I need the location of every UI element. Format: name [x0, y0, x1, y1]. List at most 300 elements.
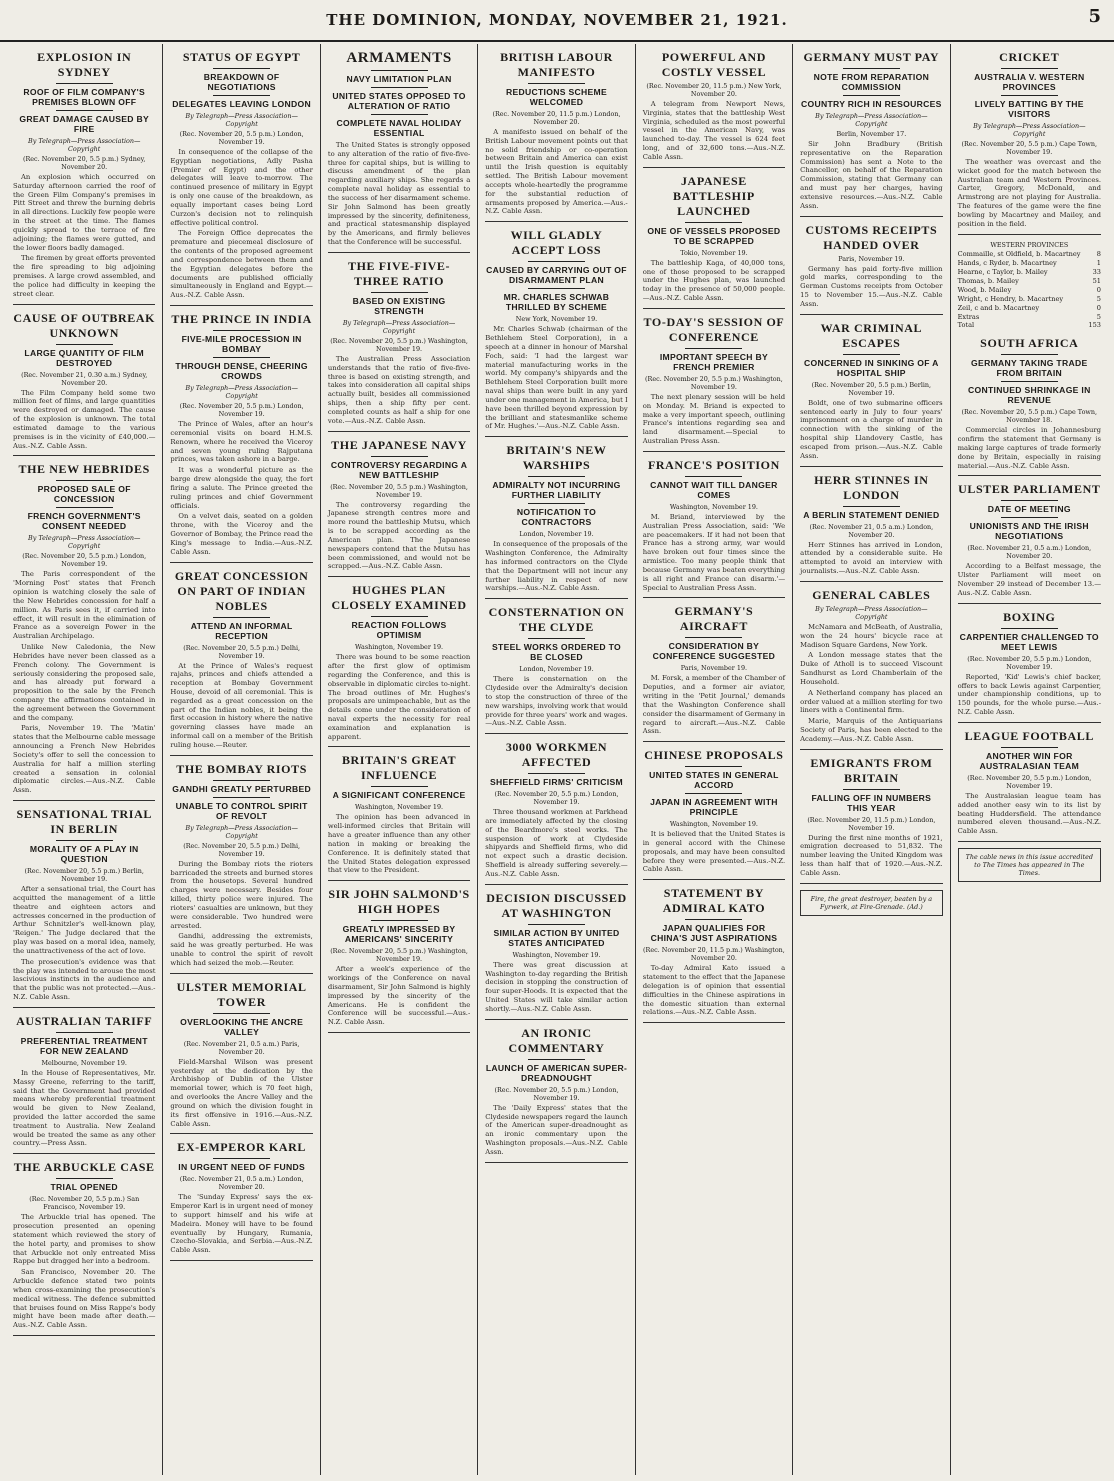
article-divider: [328, 1032, 470, 1033]
article: [800, 756, 942, 884]
headline-rule: [843, 354, 900, 355]
article-paragraph: The next plenary session will be held on Monday. M. Briand is expected to make a very important speech, outlining France's intentions regarding sea and land disarmament.—Special to Australian Press Assn.: [642, 392, 786, 446]
article-divider: [13, 304, 155, 305]
article-divider: [800, 581, 942, 582]
article-headline: THE PRINCE IN INDIA: [171, 312, 312, 327]
headline-rule: [685, 348, 742, 349]
headline-rule: [56, 840, 113, 841]
headline-rule: [1001, 68, 1058, 69]
article-paragraph: Boldt, one of two submarine officers sentenced early in July to four years' imprisonment on a charge of murder in connection with the sinking of the hospital ship Llandovery Castle, has escaped from prison.—Aus.-N.Z. Cable Assn.: [800, 398, 943, 460]
article-dateline: Washington, November 19.: [669, 502, 758, 511]
scorecard-row: [958, 259, 1101, 268]
article-headline: GERMANY'S AIRCRAFT: [674, 604, 754, 634]
article-divider: [328, 576, 470, 577]
article-divider: [328, 431, 470, 432]
article-subhead: PREFERENTIAL TREATMENT FOR NEW ZEALAND: [20, 1035, 148, 1056]
article-subhead: LARGE QUANTITY OF FILM DESTROYED: [24, 347, 144, 368]
advertisement: Fire, the great destroyer, beaten by a Fyrwerk, at Fire-Grenade. (Ad.): [800, 890, 942, 916]
article-paragraph: There was great discussion at Washington to-day regarding the British decision in stopping the construction of four super-Hoods. It is expected that the United States will take similar action shortly.—Aus.-N.Z. Cable Assn.: [485, 960, 628, 1013]
article: [485, 228, 627, 437]
batsman-name: Wright, c Hendry, b. Macartney: [957, 294, 1064, 303]
article-subhead: A BERLIN STATEMENT DENIED: [803, 509, 940, 520]
batsman-runs: 51: [1092, 276, 1101, 285]
headline-rule: [56, 480, 113, 481]
article-paragraph: Herr Stinnes has arrived in London, attended by a considerable suite. He attempted to avoid an interview with journalists.—Aus.-N.Z. Cable Assn.: [800, 540, 943, 576]
article-dateline: New York, November 19.: [515, 315, 598, 324]
article-subhead: SIMILAR ACTION BY UNITED STATES ANTICIPATED: [493, 927, 620, 948]
article-headline: THE NEW HEBRIDES: [18, 462, 150, 477]
article-divider: [485, 221, 627, 222]
scorecard-row: [958, 268, 1101, 277]
article-headline: POWERFUL AND COSTLY VESSEL: [661, 50, 767, 79]
article-dateline: (Rec. November 21, 0.5 a.m.) London, November 20.: [179, 1175, 304, 1192]
article-divider: [800, 314, 942, 315]
article: [13, 50, 155, 305]
article-subhead: BASED ON EXISTING STRENGTH: [352, 295, 446, 316]
article-deck: GREAT DAMAGE CAUSED BY FIRE: [19, 114, 150, 134]
batsman-runs: 0: [1096, 303, 1101, 312]
article: [328, 438, 470, 578]
batsman-runs: 0: [1096, 285, 1101, 294]
headline-rule: [528, 83, 585, 84]
article: [800, 473, 942, 582]
article: [958, 729, 1101, 842]
article-paragraph: It is believed that the United States is in general accord with the Chinese proposals, and may have been consulted before they were presented.—Aus.-N.Z. Cable Assn.: [642, 830, 786, 874]
article-dateline: (Rec. November 20, 5.5 p.m.) San Francisco, November 19.: [29, 1195, 140, 1212]
article-subhead: ANOTHER WIN FOR AUSTRALASIAN TEAM: [979, 750, 1080, 771]
article-deck: MR. CHARLES SCHWAB THRILLED BY SCHEME: [503, 292, 610, 313]
article-paragraph: Mr. Charles Schwab (chairman of the Bethlehem Steel Corporation), in a speech at a dinner in honour of Marshal Foch, said: 'I had the largest war material manufacturing works in the world. My company's shipyards and the Bethlehem Steel Corporation built more naval ships than were built in any yard under one management in America, but I have been thrilled beyond expression by the brilliant and statesmanlike scheme of Mr. Hughes.'—Aus.-N.Z. Cable Assn.: [485, 325, 628, 431]
article-headline: JAPANESE BATTLESHIP LAUNCHED: [673, 173, 755, 218]
column-7: [951, 44, 1108, 1475]
article-headline: AN IRONIC COMMENTARY: [508, 1025, 605, 1055]
article-dateline: (Rec. November 20, 5.5 p.m.) Cape Town, November 19.: [961, 140, 1098, 156]
article-divider: [170, 1133, 312, 1134]
article-divider: [800, 466, 942, 467]
article-paragraph: The weather was overcast and the wicket good for the match between the Australian team and Western Provinces. Carter, Gregory, McDonald, and Armstrong are not playing for Australia. The features of the game were the fine bowling by Macartney and Mailey, and position in the field.: [957, 158, 1101, 228]
article-headline: TO-DAY'S SESSION OF CONFERENCE: [643, 314, 785, 344]
article-dateline: Washington, November 19.: [512, 950, 601, 959]
article-headline: FRANCE'S POSITION: [647, 457, 780, 472]
article: [328, 753, 470, 881]
headline-rule: [528, 924, 585, 925]
article-divider: [485, 1019, 627, 1020]
article-divider: [643, 741, 785, 742]
article: [170, 569, 312, 756]
article-paragraph: The Foreign Office deprecates the premature and piecemeal disclosure of the contents of the proposed agreement and correspondence between them and the Egyptian delegates before the documents are published officially simultaneously in England and Egypt.—Aus.-N.Z. Cable Assn.: [170, 229, 313, 300]
article-headline: HUGHES PLAN CLOSELY EXAMINED: [331, 583, 467, 613]
article-headline: THE JAPANESE NAVY: [331, 437, 467, 452]
article-paragraph: The battleship Kaga, of 40,000 tons, one of those proposed to be scrapped under the Hughes plan, was launched today in the presence of 50,000 people.—Aus.-N.Z. Cable Assn.: [642, 258, 786, 303]
headline-rule: [371, 786, 428, 787]
batsman-name: Wood, b. Mailey: [957, 285, 1012, 294]
article-paragraph: Gandhi, addressing the extremists, said he was greatly perturbed. He was unable to control the spirit of revolt which had seized the mob.—Reuter.: [170, 932, 313, 967]
article-divider: [485, 733, 627, 734]
article: [958, 336, 1101, 476]
article-dateline: (Rec. November 20, 11.5 p.m.) London, November 20.: [492, 110, 621, 126]
article-divider: [643, 597, 785, 598]
article-paragraph: The Arbuckle trial has opened. The prosecution presented an opening statement which reviewed the story of the hotel party, and promises to show that Arbuckle not only entreated Miss Rappe but dragged her into a bedroom.: [13, 1213, 156, 1266]
article-dateline: (Rec. November 20, 11.5 p.m.) Washington, November 20.: [643, 946, 785, 963]
headline-rule: [528, 773, 585, 774]
article-headline: EMIGRANTS FROM BRITAIN: [810, 755, 933, 785]
article-paragraph: Reported, 'Kid' Lewis's chief backer, offers to back Lewis against Carpentier, under championship conditions, up to 150 pounds, for the whole purse.—Aus.-N.Z. Cable Assn.: [957, 672, 1101, 717]
article: [13, 807, 155, 1008]
article-divider: [170, 305, 312, 306]
article-paragraph: Marie, Marquis of the Antiquarians Society of Paris, has been elected to the Academy.—Aus.-N.Z. Cable Assn.: [800, 717, 943, 743]
article-paragraph: Field-Marshal Wilson was present yesterday at the dedication by the Archbishop of Dublin of the Ulster memorial tower, which is 70 feet high, and overlooks the Ancre Valley and the ground on which the division fought in its first offensive in 1916.—Aus.-N.Z. Cable Assn.: [170, 1057, 313, 1128]
article: [170, 1140, 312, 1261]
headline-rule: [528, 1059, 585, 1060]
article: [170, 762, 312, 974]
article-deck: COUNTRY RICH IN RESOURCES: [800, 99, 942, 109]
article-dateline: (Rec. November 20, 5.5 p.m.) Delhi, November 19.: [183, 643, 301, 660]
advertisement: The cable news in this issue accredited to The Times has appeared in The Times.: [958, 848, 1101, 882]
article: [485, 740, 627, 885]
article-subhead: UNITED STATES IN GENERAL ACCORD: [649, 770, 779, 791]
batsman-name: Total: [957, 321, 975, 330]
article-subhead: CONTROVERSY REGARDING A NEW BATTLESHIP: [330, 459, 468, 480]
batsman-name: Zeil, c and b. Macartney: [957, 303, 1040, 312]
article-dateline: (Rec. November 20, 5.5 p.m.) London, November 19.: [179, 402, 304, 419]
article-paragraph: Germany has paid forty-five million gold marks, corresponding to the German Customs receipts from October 15 to November 15.—Aus.-N.Z. Cable Assn.: [800, 264, 943, 308]
article-headline: SIR JOHN SALMOND'S HIGH HOPES: [328, 887, 470, 917]
article-divider: [13, 1007, 155, 1008]
article-subhead: CONCERNED IN SINKING OF A HOSPITAL SHIP: [804, 357, 939, 378]
article-byline: By Telegraph—Press Association—Copyright: [28, 534, 141, 551]
article-paragraph: Commercial circles in Johannesburg confirm the statement that Germany is making large captures of trade formerly done by Britain, especially in raising material.—Aus.-N.Z. Cable Assn.: [957, 426, 1101, 470]
article-deck: UNITED STATES OPPOSED TO ALTERATION OF RATIO: [332, 91, 466, 111]
article-headline: HERR STINNES IN LONDON: [814, 472, 929, 502]
article-subhead: ATTEND AN INFORMAL RECEPTION: [190, 620, 293, 641]
article-byline: By Telegraph—Press Association—Copyright: [185, 823, 298, 840]
article-subhead: CANNOT WAIT TILL DANGER COMES: [650, 479, 778, 500]
article: [328, 259, 470, 432]
article-divider: [958, 722, 1101, 723]
article-subhead: REDUCTIONS SCHEME WELCOMED: [505, 87, 608, 107]
headline-rule: [56, 344, 113, 345]
headline-rule: [685, 919, 742, 920]
article-headline: BRITISH LABOUR MANIFESTO: [500, 50, 613, 79]
article-headline: BOXING: [1003, 609, 1056, 624]
headline-rule: [1001, 381, 1058, 382]
article-subhead: CONSIDERATION BY CONFERENCE SUGGESTED: [652, 641, 776, 662]
article-dateline: (Rec. November 21, 0.5 a.m.) London, November 20.: [967, 544, 1092, 561]
column-6: [793, 44, 950, 1475]
article: [170, 312, 312, 562]
article-headline: DECISION DISCUSSED AT WASHINGTON: [486, 890, 627, 920]
article-headline: GREAT CONCESSION ON PART OF INDIAN NOBLES: [174, 568, 309, 613]
article-divider: [170, 755, 312, 756]
article-paragraph: The Film Company held some two million feet of films, and large quantities were destroyed or damaged. The cause of the explosion is unknown. The total estimated damage to the various premises is in the vicinity of £40,000.—Aus.-N.Z. Cable Assn.: [13, 388, 156, 450]
article-paragraph: McNamara and McBeath, of Australia, won the 24 hours' bicycle race at Madison Square Gardens, New York.: [800, 622, 943, 649]
article-headline: EXPLOSION IN SYDNEY: [37, 50, 132, 79]
article: [485, 50, 627, 222]
article-headline: BRITAIN'S NEW WARSHIPS: [506, 443, 607, 473]
article-divider: [13, 800, 155, 801]
article: [800, 321, 942, 467]
page-number: 5: [1088, 6, 1102, 27]
article-paragraph: There is consternation on the Clydeside over the Admiralty's decision to stop the construction of three of the new warships, involving work that would provide for three years' work and wages.—Aus.-N.Z. Cable Assn.: [485, 675, 628, 728]
article-divider: [800, 749, 942, 750]
column-2: [163, 44, 320, 1475]
article-dateline: Tokio, November 19.: [680, 248, 748, 257]
article-headline: CONSTERNATION ON THE CLYDE: [488, 605, 625, 635]
article: [170, 980, 312, 1135]
article-subhead: IMPORTANT SPEECH BY FRENCH PREMIER: [659, 351, 769, 372]
article-paragraph: After a sensational trial, the Court has acquitted the management of a little theatre and eighteen actors and actresses concerned in the production of Arthur Schnitzler's well-known play, 'Reigen.' The Judge declared that the play was based on a moral idea, namely, the unattractiveness of the act of love.: [13, 885, 156, 955]
article-paragraph: After a week's experience of the workings of the Conference on naval disarmament, Sir John Salmond is highly impressed by the sincerity of the Americans. He is confident the Conference will be successful.—Aus.-N.Z. Cable Assn.: [327, 965, 471, 1027]
article-paragraph: M. Briand, interviewed by the Australian Press Association, said: 'We are peacemakers. If it had not been that France has a strong army, war would have broken out four times since the armistice. Too many people think that because Germany was beaten everything is all right and France can disarm.'—Special to Australian Press Assn.: [642, 512, 786, 592]
column-1: [6, 44, 163, 1475]
article-subhead: PROPOSED SALE OF CONCESSION: [37, 484, 131, 505]
article-dateline: Paris, November 19.: [838, 254, 905, 263]
article-subhead: GREATLY IMPRESSED BY AMERICANS' SINCERITY: [342, 924, 456, 945]
masthead-title: THE DOMINION, MONDAY, NOVEMBER 21, 1921.: [326, 11, 788, 29]
headline-rule: [213, 617, 270, 618]
article-paragraph: The 'Sunday Express' says the ex-Emperor Karl is in urgent need of money to support himself and his wife at Madeira. Money will have to be found eventually by Hungary, Rumania, Czecho-Slovakia, and Serbia.—Aus.-N.Z. Cable Assn.: [170, 1193, 313, 1255]
cricket-scorecard: [958, 241, 1101, 331]
headline-rule: [1001, 354, 1058, 355]
batsman-runs: 1: [1096, 259, 1101, 268]
headline-rule: [1001, 500, 1058, 501]
article: [485, 1026, 627, 1163]
article-divider: [800, 216, 942, 217]
article-divider: [13, 455, 155, 456]
article-paragraph: On a velvet dais, seated on a golden throne, with the Viceroy and the Governor of Bombay, the Prince read the King's message to India.—Aus.-N.Z. Cable Assn.: [170, 512, 313, 556]
article-paragraph: The Australian Press Association understands that the ratio of five-five-three is based on existing strength, and takes into consideration all capital ships actually built, besides all commissioned ships, then a ship fifty per cent. completed counts as half a ship for one vote.—Aus.-N.Z. Cable Assn.: [327, 354, 471, 425]
headline-rule: [685, 793, 742, 794]
article-dateline: (Rec. November 20, 11.5 p.m.) London, November 19.: [807, 815, 936, 832]
article-headline: CAUSE OF OUTBREAK UNKNOWN: [13, 310, 156, 340]
article-divider: [643, 451, 785, 452]
article: [13, 462, 155, 801]
article-headline: THE ARBUCKLE CASE: [13, 1160, 155, 1175]
headline-rule: [528, 288, 585, 289]
article-paragraph: A manifesto issued on behalf of the British Labour movement points out that no solid friendship or co-operation between Britain and America can exist until the Irish question is equitably settled. The British Labour movement accepts whole-heartedly the programme for the substantial reduction of armaments proposed by America.—Aus.-N.Z. Cable Assn.: [485, 128, 628, 216]
batsman-runs: 8: [1096, 250, 1101, 259]
headline-rule: [371, 70, 428, 71]
article-paragraph: According to a Belfast message, the Ulster Parliament will meet on November 29 instead of December 13.—Aus.-N.Z. Cable Assn.: [957, 562, 1101, 597]
article-divider: [958, 841, 1101, 842]
article-dateline: (Rec. November 20, 5.5 p.m.) London, November 19.: [494, 790, 619, 807]
article-subhead: NAVY LIMITATION PLAN: [346, 74, 452, 84]
article-paragraph: During the first nine months of 1921, emigration decreased to 51,832. The number leaving the United Kingdom was less than half that of 1920.—Aus.-N.Z. Cable Assn.: [800, 833, 943, 877]
article-dateline: (Rec. November 21, 0.30 a.m.) Sydney, November 20.: [21, 370, 148, 387]
article-headline: ARMAMENTS: [346, 50, 452, 66]
article-subhead: CARPENTIER CHALLENGED TO MEET LEWIS: [959, 631, 1099, 652]
article-divider: [643, 879, 785, 880]
headline-rule: [528, 476, 585, 477]
article-dateline: (Rec. November 20, 5.5 p.m.) Sydney, November 20.: [22, 155, 146, 171]
article-divider: [328, 252, 470, 253]
headline-rule: [371, 920, 428, 921]
masthead: [0, 0, 1114, 42]
article: [958, 50, 1101, 235]
article: [485, 891, 627, 1020]
article-paragraph: The opinion has been advanced in well-informed circles that Britain will have a greater influence than any other nation in making or breaking the Conference. It is definitely stated that the United States delegation expressed that view to the President.: [327, 813, 471, 875]
headline-rule: [685, 637, 742, 638]
article-dateline: Paris, November 19.: [680, 664, 748, 673]
article-deck: COMPLETE NAVAL HOLIDAY ESSENTIAL: [336, 118, 462, 138]
article-dateline: (Rec. November 20, 5.5 p.m.) London, November 19.: [967, 773, 1092, 790]
article-headline: ULSTER MEMORIAL TOWER: [176, 979, 307, 1009]
article-headline: CUSTOMS RECEIPTS HANDED OVER: [805, 222, 938, 252]
article-byline: By Telegraph—Press Association—Copyright: [28, 137, 141, 153]
headline-rule: [843, 68, 900, 69]
article-divider: [170, 1260, 312, 1261]
article-divider: [958, 603, 1101, 604]
article-dateline: (Rec. November 20, 5.5 p.m.) Washington, November 19.: [645, 374, 783, 391]
article-paragraph: During the Bombay riots the rioters barricaded the streets and burned stores from the housetops. Several hundred charges were necessary. Besides four killed, thirty police were injured. The rioters' casualties are unknown, but they were considerable. Two hundred were arrested.: [170, 859, 313, 930]
article-headline: GERMANY MUST PAY: [803, 50, 940, 64]
batsman-runs: 5: [1096, 294, 1101, 303]
article-byline: By Telegraph—Press Association—Copyright: [973, 122, 1086, 138]
headline-rule: [843, 95, 900, 96]
article-byline: By Telegraph—Press Association—Copyright: [342, 318, 456, 335]
article-headline: LEAGUE FOOTBALL: [964, 728, 1094, 743]
article: [643, 50, 785, 168]
article-dateline: (Rec. November 20, 5.5 p.m.) Cape Town, November 18.: [961, 408, 1098, 425]
article-dateline: (Rec. November 20, 5.5 p.m.) Berlin, November 19.: [811, 380, 932, 397]
headline-rule: [56, 110, 113, 111]
headline-rule: [1001, 95, 1058, 96]
headline-rule: [685, 476, 742, 477]
article-headline: 3000 WORKMEN AFFECTED: [505, 740, 608, 770]
article-divider: [328, 746, 470, 747]
article: [643, 886, 785, 1023]
article: [13, 311, 155, 457]
article: [643, 604, 785, 742]
article-subhead: LAUNCH OF AMERICAN SUPER-DREADNOUGHT: [485, 1062, 628, 1083]
article: [13, 1160, 155, 1336]
article-headline: BRITAIN'S GREAT INFLUENCE: [341, 753, 457, 783]
article-dateline: (Rec. November 20, 5.5 p.m.) London, November 19.: [179, 130, 304, 146]
article-subhead: IN URGENT NEED OF FUNDS: [178, 1162, 305, 1173]
article-subhead: NOTE FROM REPARATION COMMISSION: [813, 72, 930, 92]
article-paragraph: To-day Admiral Kato issued a statement to the effect that the Japanese delegation is of opinion that essential difficulties in the Chinese aspirations in the domestic situation than external relations.—Aus.-N.Z. Cable Assn.: [642, 964, 786, 1017]
headline-rule: [1001, 517, 1058, 518]
article-dateline: (Rec. November 20, 5.5 p.m.) Washington, November 19.: [330, 482, 468, 499]
article-paragraph: An explosion which occurred on Saturday afternoon carried the roof of the Green Film Company's premises in Pitt Street and threw the burning debris in all directions. Luckily few people were in the street at the time. The flames quickly spread to the terrace of fire adjoining; the flames were gutted, and the lower floors badly damaged.: [13, 173, 156, 252]
article-paragraph: At the Prince of Wales's request rajahs, princes and chiefs attended a reception at Bombay Government House, devoid of all ceremonial. This is regarded as a great concession on the part of the Indian nobles, it being the first occasion in history where the native governing classes have made an informal call on a member of the British ruling house.—Reuter.: [170, 661, 313, 749]
article-subhead: GERMANY TAKING TRADE FROM BRITAIN: [971, 358, 1088, 379]
headline-rule: [528, 503, 585, 504]
article-paragraph: The prosecution's evidence was that the play was intended to arouse the most lascivious instincts in the audience and that the public was not protected.—Aus.-N.Z. Cable Assn.: [13, 957, 156, 1002]
article-paragraph: The Paris correspondent of the 'Morning Post' states that French opinion is watching closely the sale of the New Hebrides concession for half a million. As Paris sees it, if carried into effect, it will result in the elimination of France as a sovereign Power in the Australian Archipelago.: [13, 570, 156, 641]
headline-rule: [56, 83, 113, 84]
article-paragraph: It was a wonderful picture as the barge drew alongside the quay, the fort firing a salute. The Prince greeted the ruling princes and chief Government officials.: [170, 466, 313, 510]
article-headline: STATUS OF EGYPT: [182, 50, 301, 64]
article-headline: THE BOMBAY RIOTS: [176, 761, 307, 776]
article-deck: FRENCH GOVERNMENT'S CONSENT NEEDED: [27, 511, 141, 532]
scorecard-row: [958, 295, 1101, 304]
article-headline: AUSTRALIAN TARIFF: [16, 1013, 153, 1028]
article: [800, 50, 942, 217]
article-paragraph: San Francisco, November 20. The Arbuckle defence stated two points when cross-examining the prosecution's medical witness. The defence submitted that bruises found on Miss Rappe's body might have been made after death.—Aus.-N.Z. Cable Assn.: [13, 1268, 156, 1330]
scorecard-title: WESTERN PROVINCES: [990, 240, 1069, 249]
article-subhead: MORALITY OF A PLAY IN QUESTION: [29, 844, 139, 865]
article-paragraph: A London message states that the Duke of Atholl is to succeed Viscount Sandhurst as Lord Chamberlain of the Household.: [800, 651, 943, 686]
article-deck: JAPAN IN AGREEMENT WITH PRINCIPLE: [650, 797, 778, 818]
batsman-name: Commaille, st Oldfield, b. Macartney: [957, 250, 1081, 259]
article: [328, 50, 470, 253]
article-divider: [958, 475, 1101, 476]
article-subhead: SHEFFIELD FIRMS' CRITICISM: [489, 777, 623, 788]
batsman-runs: 153: [1088, 321, 1101, 330]
article-paragraph: The Australasian league team has added another easy win to its list by beating Huddersfield. The attendance numbered eleven thousand.—Aus.-N.Z. Cable Assn.: [957, 791, 1101, 836]
article-byline: By Telegraph—Press Association—Copyright: [185, 112, 298, 128]
article-paragraph: The 'Daily Express' states that the Clydeside newspapers regard the launch of the American super-dreadnought as an ironic commentary upon the Washington proposals.—Aus.-N.Z. Cable Assn.: [485, 1103, 628, 1156]
article-subhead: OVERLOOKING THE ANCRE VALLEY: [180, 1016, 304, 1037]
headline-rule: [213, 357, 270, 358]
article-byline: By Telegraph—Press Association—Copyright: [815, 604, 928, 621]
article-subhead: BREAKDOWN OF NEGOTIATIONS: [203, 72, 280, 92]
article-divider: [958, 234, 1101, 235]
scorecard-row: [958, 313, 1101, 322]
article-deck: THROUGH DENSE, CHEERING CROWDS: [175, 361, 308, 382]
article-paragraph: The controversy regarding the Japanese strength centres more and more round the battleship Mutsu, which is to be scrapped according as the American plan. The Japanese newspapers contend that the Mutsu has been commissioned, and would not be scrapped.—Aus.-N.Z. Cable Assn.: [327, 500, 471, 571]
article-headline: WAR CRIMINAL ESCAPES: [820, 320, 923, 350]
article-dateline: (Rec. November 20, 5.5 p.m.) Berlin, November 19.: [24, 867, 144, 884]
article-deck: NOTIFICATION TO CONTRACTORS: [516, 507, 597, 528]
headline-rule: [685, 222, 742, 223]
article: [170, 50, 312, 306]
article-dateline: Washington, November 19.: [355, 643, 444, 652]
column-3: [321, 44, 478, 1475]
headline-rule: [528, 261, 585, 262]
batsman-runs: 33: [1092, 268, 1101, 277]
batsman-name: Hands, c Ryder, b. Macartney: [957, 259, 1057, 268]
article-paragraph: The firemen by great efforts prevented the fire spreading to big adjoining premises. A large crowd assembled, and the police had difficulty in keeping the street clear.: [13, 254, 156, 298]
article-divider: [485, 598, 627, 599]
article-paragraph: Unlike New Caledonia, the New Hebrides have never been classed as a French colony. The Government is seriously considering the proposed sale, and has already put forward a proposition to the sale by the French company the affirmations contained in the agreement between the Government and the company.: [13, 643, 156, 722]
article-subhead: GANDHI GREATLY PERTURBED: [172, 783, 312, 794]
article-dateline: London, November 19.: [519, 665, 594, 674]
headline-rule: [1001, 628, 1058, 629]
article-headline: EX-EMPEROR KARL: [177, 1140, 306, 1155]
article: [643, 748, 785, 880]
batsman-name: Thomas, b. Mailey: [957, 276, 1019, 285]
article: [800, 588, 942, 750]
article-subhead: ADMIRALTY NOT INCURRING FURTHER LIABILITY: [492, 480, 621, 501]
article-deck: CONTINUED SHRINKAGE IN REVENUE: [967, 385, 1091, 406]
article-dateline: (Rec. November 20, 5.5 p.m.) Washington, November 19.: [330, 336, 468, 353]
article-dateline: (Rec. November 21, 0.5 a.m.) London, November 20.: [809, 522, 934, 539]
article: [643, 458, 785, 598]
article-deck: LIVELY BATTING BY THE VISITORS: [974, 99, 1084, 119]
article-paragraph: The Prince of Wales, after an hour's ceremonial visits on board H.M.S. Renown, where he received the Viceroy and seven young ruling Rajputana princes, was taken ashore in a barge.: [170, 420, 313, 464]
article: [643, 174, 785, 309]
headline-rule: [843, 789, 900, 790]
article-divider: [485, 1162, 627, 1163]
headline-rule: [56, 1032, 113, 1033]
article-deck: UNABLE TO CONTROL SPIRIT OF REVOLT: [175, 800, 308, 821]
article-dateline: (Rec. November 20, 5.5 p.m.) Washington, November 19.: [330, 947, 468, 964]
article-subhead: ONE OF VESSELS PROPOSED TO BE SCRAPPED: [647, 225, 781, 246]
article-divider: [643, 308, 785, 309]
article-paragraph: Sir John Bradbury (British representative on the Reparation Commission) has sent a Note to the Chancellor, on behalf of the Reparation Commission, stating that Germany can and must pay her charges, having extensive resources.—Aus.-N.Z. Cable Assn.: [800, 140, 943, 210]
headline-rule: [1001, 747, 1058, 748]
batsman-name: Hearne, c Taylor, b. Mailey: [957, 268, 1048, 277]
article-subhead: JAPAN QUALIFIES FOR CHINA'S JUST ASPIRATIONS: [650, 923, 778, 944]
headline-rule: [56, 507, 113, 508]
article-headline: SENSATIONAL TRIAL IN BERLIN: [16, 807, 152, 837]
article-paragraph: M. Forsk, a member of the Chamber of Deputies, and a former air aviator, writing in the 'Petit Journal,' demands that the Washington Conference shall consider the disarmament of Germany in regard to aircraft.—Aus.-N.Z. Cable Assn.: [642, 674, 786, 736]
article-dateline: London, November 19.: [519, 530, 594, 539]
article-dateline: (Rec. November 20, 11.5 p.m.) New York, November 20.: [646, 82, 782, 98]
article-divider: [800, 883, 942, 884]
